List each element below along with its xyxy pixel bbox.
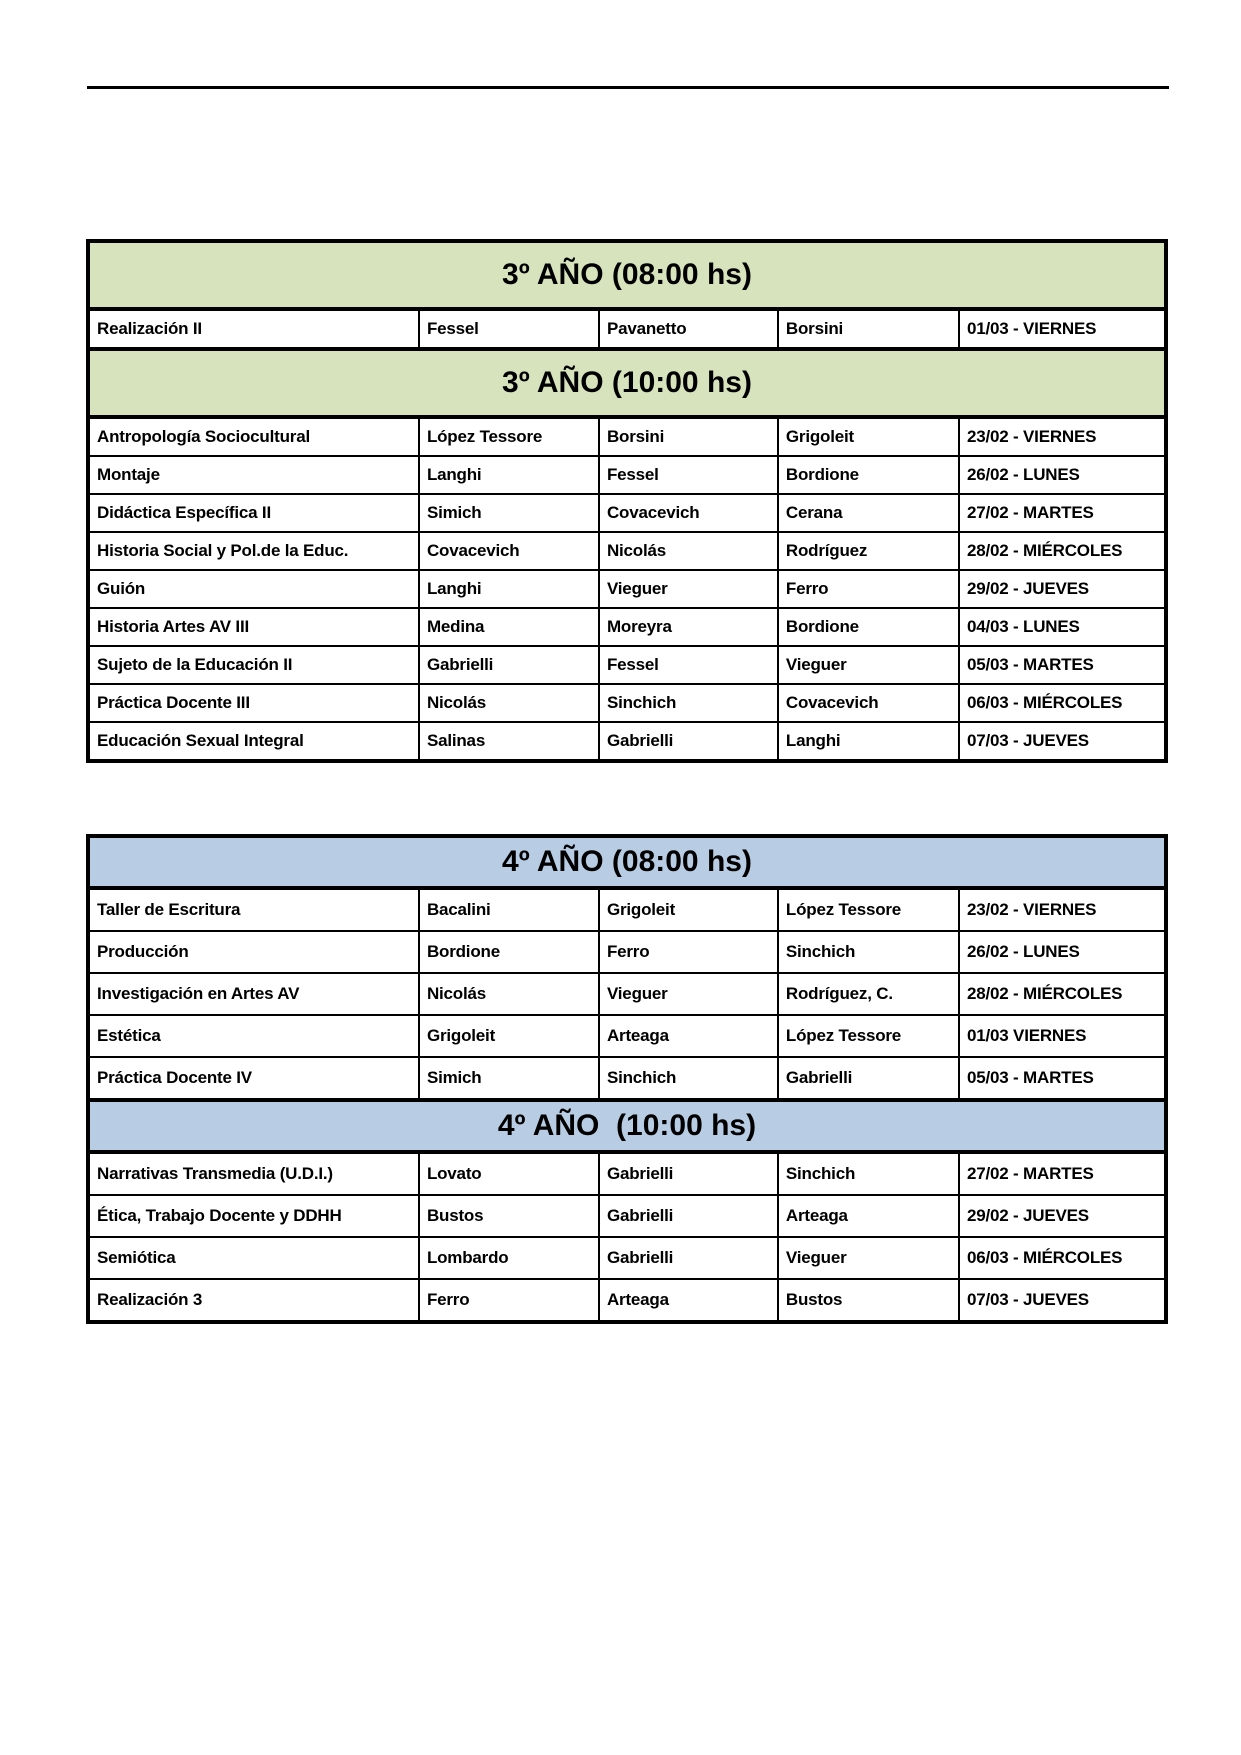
subject-cell: Sujeto de la Educación II: [88, 646, 419, 684]
date-cell: 07/03 - JUEVES: [959, 1279, 1166, 1322]
date-cell: 05/03 - MARTES: [959, 1057, 1166, 1100]
examiner-3-cell: Cerana: [778, 494, 959, 532]
examiner-3-cell: Covacevich: [778, 684, 959, 722]
examiner-3-cell: Sinchich: [778, 1152, 959, 1195]
header-rule: [87, 86, 1169, 89]
schedule-table-4th-year: [86, 834, 1168, 1324]
examiner-3-cell: Sinchich: [778, 931, 959, 973]
examiner-1-cell: Nicolás: [419, 973, 599, 1015]
date-cell: 28/02 - MIÉRCOLES: [959, 973, 1166, 1015]
subject-cell: Narrativas Transmedia (U.D.I.): [88, 1152, 419, 1195]
examiner-3-cell: Langhi: [778, 722, 959, 761]
subject-cell: Investigación en Artes AV: [88, 973, 419, 1015]
examiner-2-cell: Nicolás: [599, 532, 778, 570]
date-cell: 27/02 - MARTES: [959, 1152, 1166, 1195]
subject-cell: Historia Artes AV III: [88, 608, 419, 646]
date-cell: 05/03 - MARTES: [959, 646, 1166, 684]
schedule-table-3rd-year-wrap: [86, 239, 1168, 763]
date-cell: 23/02 - VIERNES: [959, 888, 1166, 931]
examiner-3-cell: Gabrielli: [778, 1057, 959, 1100]
examiner-2-cell: Pavanetto: [599, 309, 778, 349]
examiner-3-cell: Vieguer: [778, 646, 959, 684]
section-header: 3º AÑO (10:00 hs): [88, 349, 1166, 417]
date-cell: 29/02 - JUEVES: [959, 570, 1166, 608]
table-row: [88, 417, 1166, 456]
section-header: 4º AÑO (08:00 hs): [88, 836, 1166, 888]
examiner-2-cell: Fessel: [599, 646, 778, 684]
schedule-table-4th-year-wrap: [86, 834, 1168, 1324]
examiner-1-cell: Fessel: [419, 309, 599, 349]
examiner-1-cell: Langhi: [419, 570, 599, 608]
table-row: [88, 931, 1166, 973]
date-cell: 26/02 - LUNES: [959, 456, 1166, 494]
section-header-row: [88, 1100, 1166, 1152]
examiner-1-cell: Bustos: [419, 1195, 599, 1237]
section-header-row: [88, 836, 1166, 888]
schedule-table-4th-year-body: [88, 836, 1166, 1322]
examiner-2-cell: Arteaga: [599, 1015, 778, 1057]
table-row: [88, 973, 1166, 1015]
examiner-1-cell: Simich: [419, 494, 599, 532]
examiner-2-cell: Gabrielli: [599, 1237, 778, 1279]
subject-cell: Didáctica Específica II: [88, 494, 419, 532]
date-cell: 26/02 - LUNES: [959, 931, 1166, 973]
examiner-1-cell: Bordione: [419, 931, 599, 973]
examiner-3-cell: Rodríguez, C.: [778, 973, 959, 1015]
table-row: [88, 1237, 1166, 1279]
examiner-1-cell: Simich: [419, 1057, 599, 1100]
subject-cell: Realización II: [88, 309, 419, 349]
subject-cell: Taller de Escritura: [88, 888, 419, 931]
examiner-2-cell: Covacevich: [599, 494, 778, 532]
subject-cell: Producción: [88, 931, 419, 973]
date-cell: 23/02 - VIERNES: [959, 417, 1166, 456]
examiner-3-cell: Bordione: [778, 456, 959, 494]
examiner-3-cell: López Tessore: [778, 1015, 959, 1057]
date-cell: 28/02 - MIÉRCOLES: [959, 532, 1166, 570]
table-row: [88, 1015, 1166, 1057]
date-cell: 06/03 - MIÉRCOLES: [959, 1237, 1166, 1279]
section-header-row: [88, 349, 1166, 417]
examiner-1-cell: Covacevich: [419, 532, 599, 570]
table-row: [88, 309, 1166, 349]
table-row: [88, 722, 1166, 761]
examiner-2-cell: Moreyra: [599, 608, 778, 646]
date-cell: 01/03 VIERNES: [959, 1015, 1166, 1057]
examiner-2-cell: Sinchich: [599, 1057, 778, 1100]
date-cell: 06/03 - MIÉRCOLES: [959, 684, 1166, 722]
table-row: [88, 646, 1166, 684]
subject-cell: Historia Social y Pol.de la Educ.: [88, 532, 419, 570]
examiner-3-cell: Bordione: [778, 608, 959, 646]
examiner-3-cell: Ferro: [778, 570, 959, 608]
date-cell: 07/03 - JUEVES: [959, 722, 1166, 761]
subject-cell: Estética: [88, 1015, 419, 1057]
subject-cell: Semiótica: [88, 1237, 419, 1279]
examiner-3-cell: López Tessore: [778, 888, 959, 931]
examiner-2-cell: Arteaga: [599, 1279, 778, 1322]
subject-cell: Práctica Docente III: [88, 684, 419, 722]
examiner-3-cell: Arteaga: [778, 1195, 959, 1237]
examiner-2-cell: Vieguer: [599, 973, 778, 1015]
table-row: [88, 1195, 1166, 1237]
subject-cell: Realización 3: [88, 1279, 419, 1322]
examiner-1-cell: Salinas: [419, 722, 599, 761]
table-row: [88, 570, 1166, 608]
examiner-2-cell: Ferro: [599, 931, 778, 973]
examiner-2-cell: Gabrielli: [599, 1195, 778, 1237]
examiner-2-cell: Borsini: [599, 417, 778, 456]
subject-cell: Ética, Trabajo Docente y DDHH: [88, 1195, 419, 1237]
examiner-2-cell: Vieguer: [599, 570, 778, 608]
subject-cell: Educación Sexual Integral: [88, 722, 419, 761]
date-cell: 04/03 - LUNES: [959, 608, 1166, 646]
table-row: [88, 1279, 1166, 1322]
date-cell: 27/02 - MARTES: [959, 494, 1166, 532]
schedule-table-3rd-year-body: [88, 241, 1166, 761]
examiner-1-cell: Ferro: [419, 1279, 599, 1322]
examiner-1-cell: Langhi: [419, 456, 599, 494]
table-row: [88, 532, 1166, 570]
examiner-2-cell: Sinchich: [599, 684, 778, 722]
section-header: 3º AÑO (08:00 hs): [88, 241, 1166, 309]
examiner-3-cell: Rodríguez: [778, 532, 959, 570]
examiner-2-cell: Gabrielli: [599, 722, 778, 761]
examiner-2-cell: Grigoleit: [599, 888, 778, 931]
table-row: [88, 1152, 1166, 1195]
examiner-2-cell: Fessel: [599, 456, 778, 494]
examiner-1-cell: Lombardo: [419, 1237, 599, 1279]
examiner-3-cell: Vieguer: [778, 1237, 959, 1279]
table-row: [88, 456, 1166, 494]
section-header-row: [88, 241, 1166, 309]
table-row: [88, 494, 1166, 532]
examiner-1-cell: Nicolás: [419, 684, 599, 722]
date-cell: 01/03 - VIERNES: [959, 309, 1166, 349]
examiner-1-cell: Lovato: [419, 1152, 599, 1195]
subject-cell: Montaje: [88, 456, 419, 494]
examiner-1-cell: Grigoleit: [419, 1015, 599, 1057]
examiner-3-cell: Bustos: [778, 1279, 959, 1322]
examiner-1-cell: Gabrielli: [419, 646, 599, 684]
examiner-1-cell: Medina: [419, 608, 599, 646]
table-row: [88, 888, 1166, 931]
examiner-1-cell: Bacalini: [419, 888, 599, 931]
examiner-1-cell: López Tessore: [419, 417, 599, 456]
examiner-3-cell: Grigoleit: [778, 417, 959, 456]
date-cell: 29/02 - JUEVES: [959, 1195, 1166, 1237]
subject-cell: Guión: [88, 570, 419, 608]
schedule-table-3rd-year: [86, 239, 1168, 763]
examiner-2-cell: Gabrielli: [599, 1152, 778, 1195]
section-header: 4º AÑO (10:00 hs): [88, 1100, 1166, 1152]
table-row: [88, 608, 1166, 646]
subject-cell: Práctica Docente IV: [88, 1057, 419, 1100]
table-row: [88, 684, 1166, 722]
subject-cell: Antropología Sociocultural: [88, 417, 419, 456]
examiner-3-cell: Borsini: [778, 309, 959, 349]
table-row: [88, 1057, 1166, 1100]
